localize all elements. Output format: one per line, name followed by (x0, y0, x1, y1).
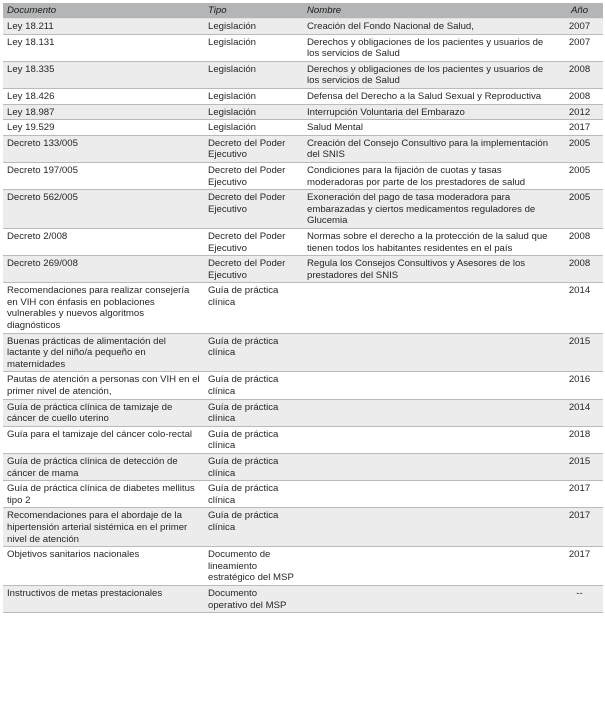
cell-anio: 2005 (556, 135, 603, 162)
cell-tipo: Guía de práctica clínica (204, 508, 303, 547)
cell-tipo: Legislación (204, 120, 303, 136)
table-row (3, 88, 603, 104)
cell-documento: Guía de práctica clínica de tamizaje de cáncer de cuello uterino (3, 399, 204, 426)
header-anio: Año (556, 3, 603, 19)
table-row (3, 508, 603, 547)
cell-tipo: Guía de práctica clínica (204, 454, 303, 481)
cell-anio: -- (556, 585, 603, 612)
cell-tipo: Guía de práctica clínica (204, 426, 303, 453)
cell-nombre (303, 399, 556, 426)
cell-tipo: Documento operativo del MSP (204, 585, 303, 612)
table-row (3, 61, 603, 88)
table-row (3, 19, 603, 35)
cell-anio: 2017 (556, 547, 603, 586)
cell-tipo: Guía de práctica clínica (204, 399, 303, 426)
table-row (3, 34, 603, 61)
table-row (3, 256, 603, 283)
cell-documento: Guía para el tamizaje del cáncer colo-rectal (3, 426, 204, 453)
cell-anio: 2015 (556, 454, 603, 481)
cell-anio: 2008 (556, 256, 603, 283)
cell-tipo: Legislación (204, 61, 303, 88)
cell-tipo: Legislación (204, 34, 303, 61)
cell-anio: 2017 (556, 508, 603, 547)
cell-tipo: Guía de práctica clínica (204, 283, 303, 333)
header-documento: Documento (3, 3, 204, 19)
cell-documento: Ley 18.426 (3, 88, 204, 104)
cell-anio: 2012 (556, 104, 603, 120)
table-row (3, 190, 603, 229)
table-body (3, 19, 603, 613)
cell-tipo: Decreto del Poder Ejecutivo (204, 256, 303, 283)
cell-anio: 2008 (556, 228, 603, 255)
table-row (3, 372, 603, 399)
cell-nombre: Defensa del Derecho a la Salud Sexual y Reproductiva (303, 88, 556, 104)
cell-anio: 2007 (556, 34, 603, 61)
cell-tipo: Guía de práctica clínica (204, 481, 303, 508)
cell-anio: 2014 (556, 283, 603, 333)
cell-tipo: Documento de lineamiento estratégico del MSP (204, 547, 303, 586)
cell-documento: Guía de práctica clínica de diabetes mellitus tipo 2 (3, 481, 204, 508)
cell-anio: 2008 (556, 61, 603, 88)
cell-tipo: Decreto del Poder Ejecutivo (204, 162, 303, 189)
cell-nombre: Derechos y obligaciones de los pacientes y usuarios de los servicios de Salud (303, 61, 556, 88)
table-row (3, 481, 603, 508)
table-row (3, 104, 603, 120)
cell-documento: Ley 19.529 (3, 120, 204, 136)
cell-documento: Ley 18.131 (3, 34, 204, 61)
documents-table (3, 3, 603, 613)
cell-tipo: Decreto del Poder Ejecutivo (204, 135, 303, 162)
cell-nombre: Regula los Consejos Consultivos y Asesores de los prestadores del SNIS (303, 256, 556, 283)
cell-nombre: Derechos y obligaciones de los pacientes y usuarios de los servicios de Salud (303, 34, 556, 61)
table-row (3, 228, 603, 255)
cell-tipo: Guía de práctica clínica (204, 333, 303, 372)
table-row (3, 120, 603, 136)
table-row (3, 585, 603, 612)
cell-documento: Decreto 562/005 (3, 190, 204, 229)
table-row (3, 454, 603, 481)
table-row (3, 333, 603, 372)
cell-tipo: Legislación (204, 19, 303, 35)
header-tipo: Tipo (204, 3, 303, 19)
cell-nombre: Exoneración del pago de tasa moderadora para embarazadas y ciertos medicamentos reguladores de Glucemia (303, 190, 556, 229)
cell-tipo: Legislación (204, 88, 303, 104)
table-row (3, 399, 603, 426)
cell-documento: Pautas de atención a personas con VIH en el primer nivel de atención, (3, 372, 204, 399)
cell-tipo: Decreto del Poder Ejecutivo (204, 228, 303, 255)
cell-anio: 2005 (556, 190, 603, 229)
cell-tipo: Guía de práctica clínica (204, 372, 303, 399)
cell-nombre: Creación del Consejo Consultivo para la implementación del SNIS (303, 135, 556, 162)
cell-anio: 2018 (556, 426, 603, 453)
cell-nombre: Condiciones para la fijación de cuotas y tasas moderadoras por parte de los prestadores de salud (303, 162, 556, 189)
cell-documento: Decreto 197/005 (3, 162, 204, 189)
cell-anio: 2005 (556, 162, 603, 189)
table-row (3, 162, 603, 189)
cell-anio: 2016 (556, 372, 603, 399)
table-row (3, 547, 603, 586)
cell-documento: Recomendaciones para realizar consejería en VIH con énfasis en poblaciones vulnerables y nuevos algoritmos diagnósticos (3, 283, 204, 333)
cell-anio: 2015 (556, 333, 603, 372)
cell-nombre (303, 333, 556, 372)
cell-documento: Guía de práctica clínica de detección de cáncer de mama (3, 454, 204, 481)
cell-anio: 2017 (556, 481, 603, 508)
cell-anio: 2017 (556, 120, 603, 136)
header-nombre: Nombre (303, 3, 556, 19)
cell-documento: Ley 18.335 (3, 61, 204, 88)
cell-nombre (303, 508, 556, 547)
cell-nombre (303, 481, 556, 508)
cell-nombre: Interrupción Voluntaria del Embarazo (303, 104, 556, 120)
cell-documento: Buenas prácticas de alimentación del lactante y del niño/a pequeño en maternidades (3, 333, 204, 372)
cell-documento: Recomendaciones para el abordaje de la hipertensión arterial sistémica en el primer nivel de atención (3, 508, 204, 547)
cell-documento: Instructivos de metas prestacionales (3, 585, 204, 612)
cell-nombre (303, 585, 556, 612)
cell-documento: Ley 18.211 (3, 19, 204, 35)
table-row (3, 283, 603, 333)
table-header-row (3, 3, 603, 19)
table-row (3, 135, 603, 162)
table-row (3, 426, 603, 453)
cell-nombre (303, 547, 556, 586)
cell-nombre: Salud Mental (303, 120, 556, 136)
cell-anio: 2007 (556, 19, 603, 35)
cell-tipo: Legislación (204, 104, 303, 120)
cell-anio: 2008 (556, 88, 603, 104)
cell-nombre: Normas sobre el derecho a la protección de la salud que tienen todos los habitantes residentes en el país (303, 228, 556, 255)
cell-documento: Decreto 269/008 (3, 256, 204, 283)
cell-tipo: Decreto del Poder Ejecutivo (204, 190, 303, 229)
cell-nombre (303, 454, 556, 481)
cell-documento: Decreto 133/005 (3, 135, 204, 162)
cell-anio: 2014 (556, 399, 603, 426)
cell-nombre (303, 283, 556, 333)
cell-documento: Objetivos sanitarios nacionales (3, 547, 204, 586)
cell-nombre (303, 372, 556, 399)
cell-documento: Ley 18.987 (3, 104, 204, 120)
cell-nombre (303, 426, 556, 453)
cell-documento: Decreto 2/008 (3, 228, 204, 255)
cell-nombre: Creación del Fondo Nacional de Salud, (303, 19, 556, 35)
